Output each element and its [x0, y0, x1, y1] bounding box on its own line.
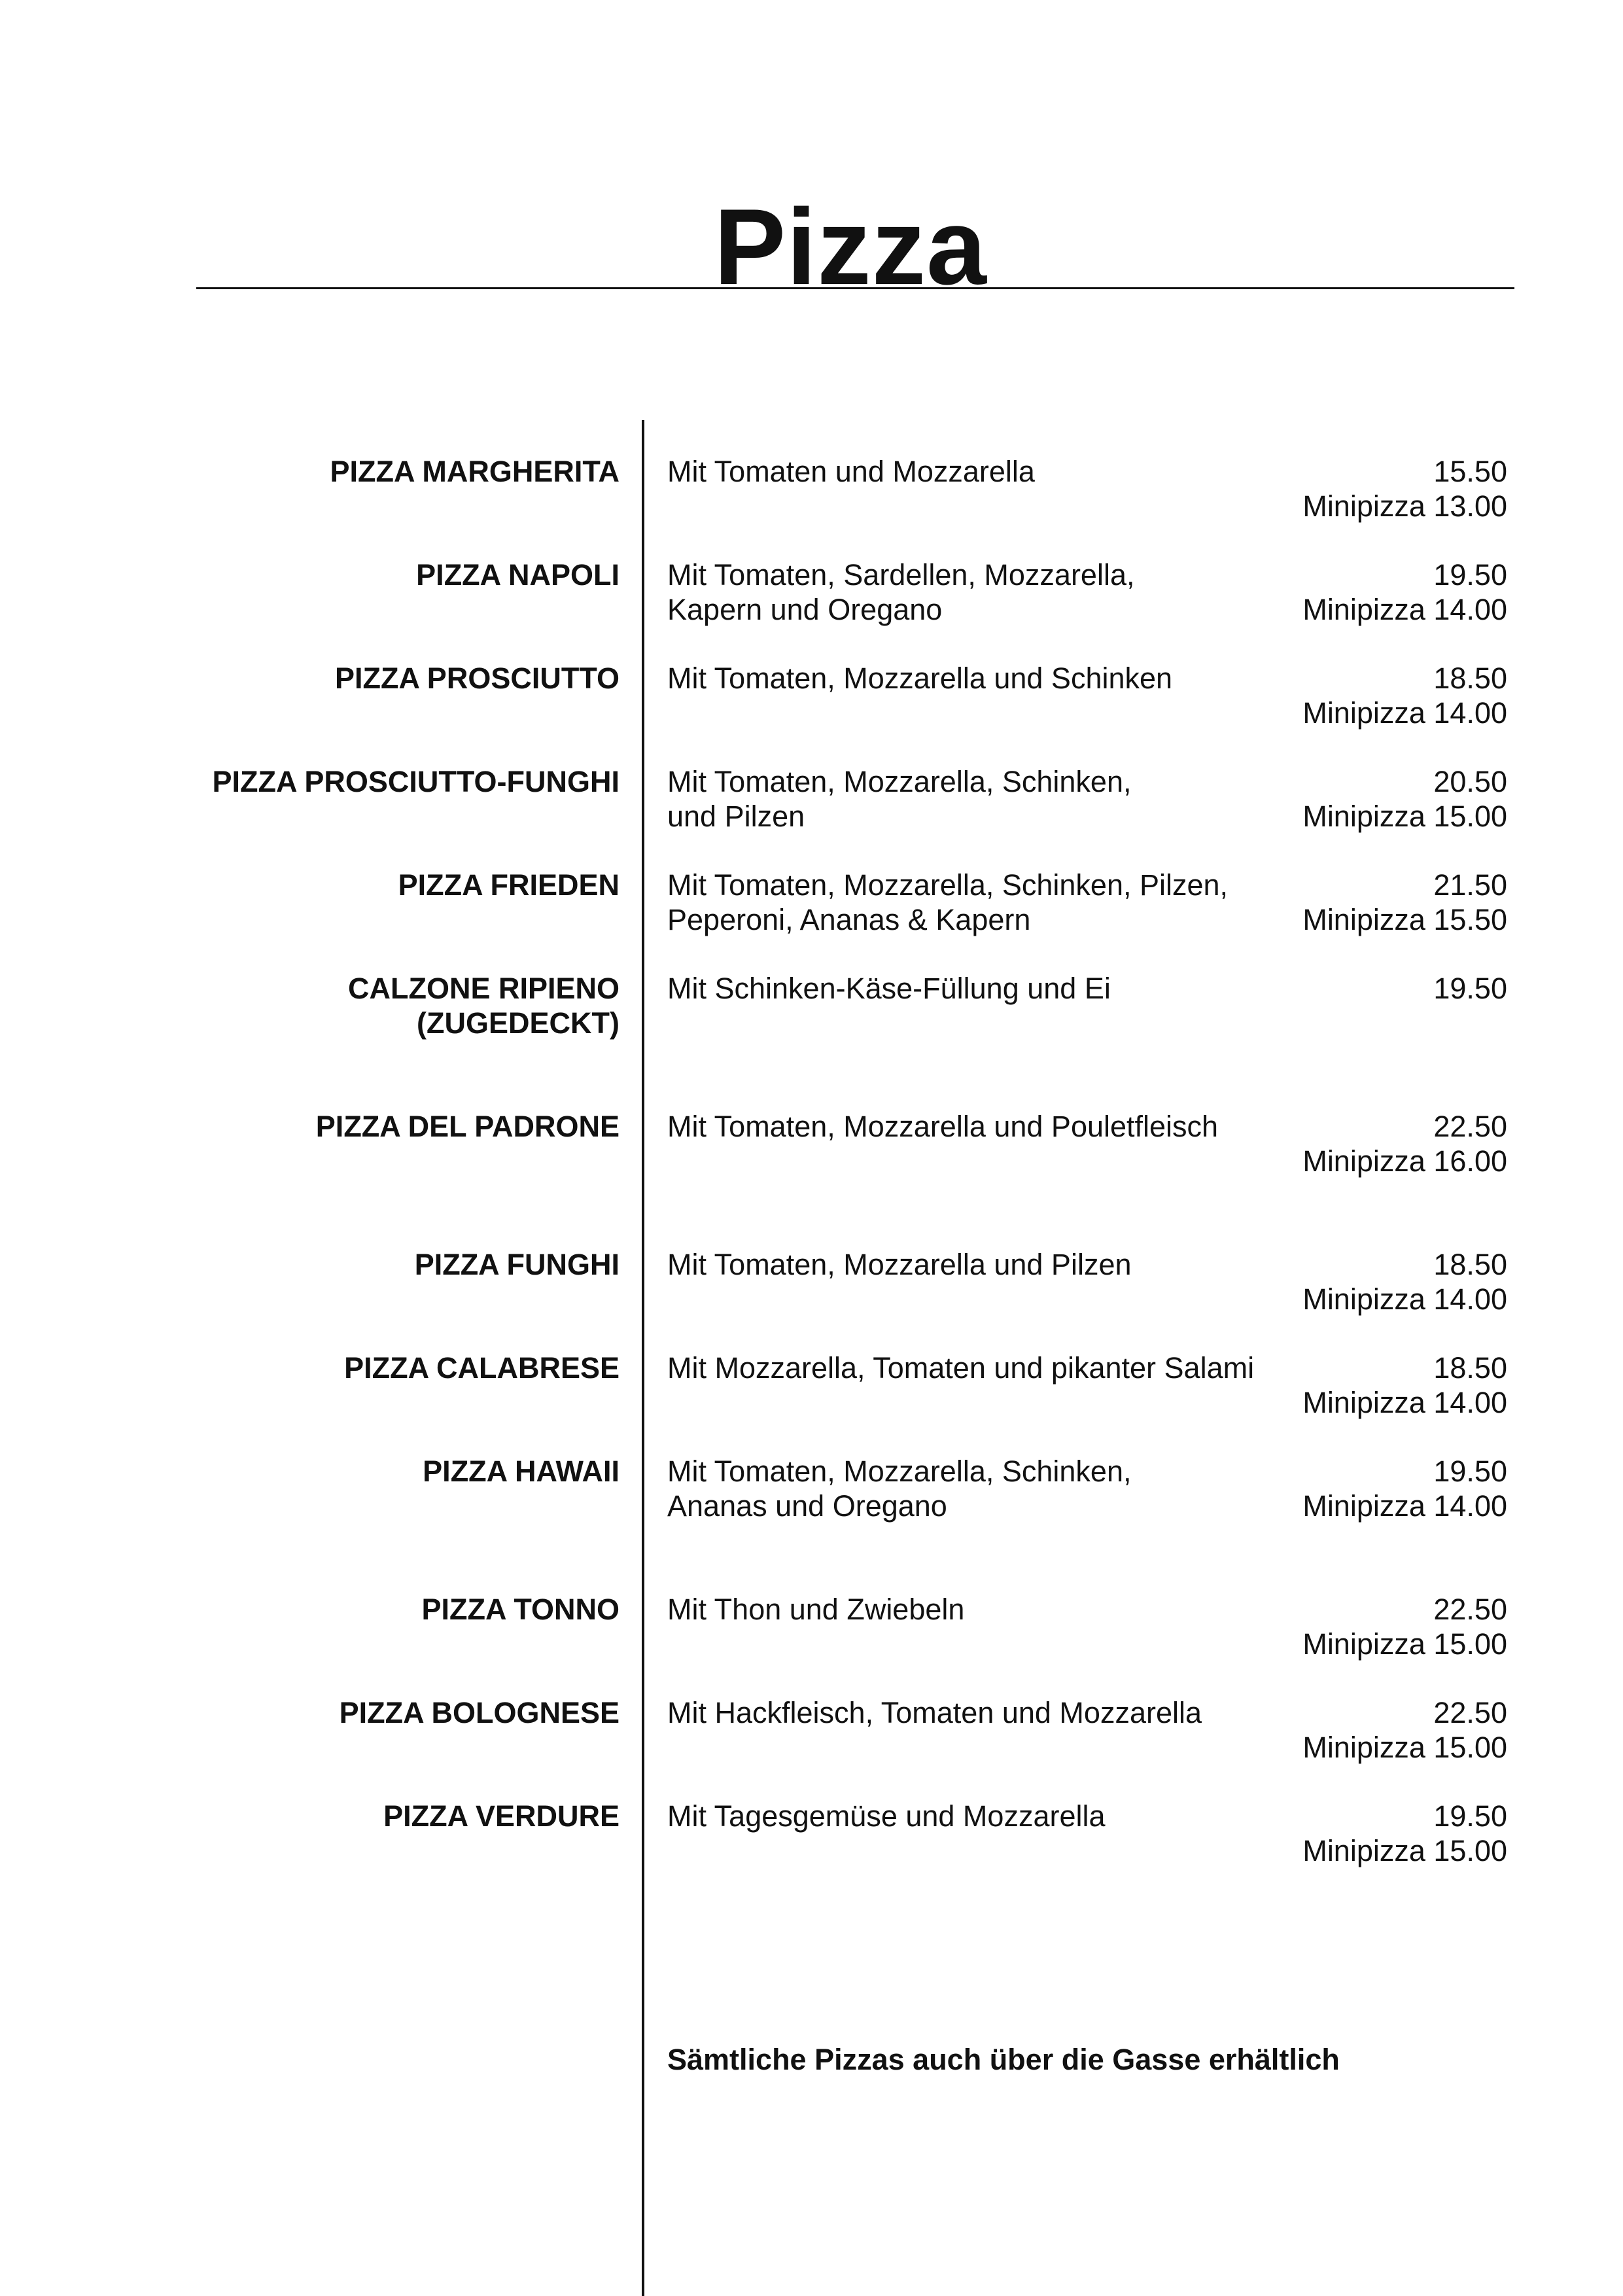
item-name: CALZONE RIPIENO (ZUGEDECKT) — [347, 972, 620, 1040]
item-mini-price: Minipizza 14.00 — [1302, 593, 1507, 626]
item-price: 22.50 — [1433, 1593, 1507, 1626]
item-description: Mit Tomaten, Mozzarella und Pilzen — [667, 1248, 1132, 1281]
item-price-block — [1180, 661, 1507, 730]
item-mini-price: Minipizza 15.00 — [1302, 1731, 1507, 1764]
column-divider — [642, 420, 644, 2296]
item-description: Mit Tomaten, Mozzarella und Pouletfleisch — [667, 1110, 1219, 1143]
item-mini-price: Minipizza 15.00 — [1302, 1834, 1507, 1867]
item-price-block — [1180, 1592, 1507, 1661]
item-description: Mit Thon und Zwiebeln — [667, 1593, 965, 1626]
item-name: PIZZA DEL PADRONE — [315, 1110, 620, 1143]
item-price-block — [1180, 1351, 1507, 1420]
page-title: Pizza — [714, 186, 987, 307]
item-price-block — [1180, 868, 1507, 937]
item-price: 18.50 — [1433, 1248, 1507, 1281]
item-price-block — [1180, 1695, 1507, 1765]
item-price: 15.50 — [1433, 455, 1507, 488]
item-name: PIZZA NAPOLI — [416, 558, 620, 592]
item-description: Mit Tomaten, Sardellen, Mozzarella, Kapern und Oregano — [667, 558, 1135, 626]
item-price: 22.50 — [1433, 1110, 1507, 1143]
item-mini-price: Minipizza 15.00 — [1302, 800, 1507, 833]
item-price: 19.50 — [1433, 558, 1507, 592]
item-price-block — [1180, 1799, 1507, 1868]
item-mini-price: Minipizza 13.00 — [1302, 489, 1507, 523]
item-description: Mit Hackfleisch, Tomaten und Mozzarella — [667, 1696, 1202, 1729]
item-price-block — [1180, 764, 1507, 834]
item-price: 18.50 — [1433, 1351, 1507, 1385]
item-mini-price: Minipizza 14.00 — [1302, 1282, 1507, 1316]
item-mini-price: Minipizza 15.00 — [1302, 1627, 1507, 1661]
item-description: Mit Tomaten und Mozzarella — [667, 455, 1035, 488]
title-underline — [196, 287, 1514, 289]
item-price: 19.50 — [1433, 1455, 1507, 1488]
item-description: Mit Tagesgemüse und Mozzarella — [667, 1799, 1106, 1833]
item-price-block — [1180, 557, 1507, 627]
item-name: PIZZA BOLOGNESE — [339, 1696, 620, 1729]
item-name: PIZZA CALABRESE — [344, 1351, 620, 1385]
item-mini-price: Minipizza 16.00 — [1302, 1144, 1507, 1178]
item-description: Mit Tomaten, Mozzarella, Schinken, und Pilzen — [667, 765, 1132, 833]
item-name: PIZZA TONNO — [421, 1593, 620, 1626]
item-name: PIZZA MARGHERITA — [330, 455, 620, 488]
item-mini-price: Minipizza 15.50 — [1302, 903, 1507, 936]
item-name: PIZZA PROSCIUTTO-FUNGHI — [212, 765, 620, 798]
item-description: Mit Schinken-Käse-Füllung und Ei — [667, 972, 1111, 1005]
item-price: 19.50 — [1433, 972, 1507, 1005]
item-price-block — [1180, 1247, 1507, 1316]
item-description: Mit Mozzarella, Tomaten und pikanter Salami — [667, 1351, 1255, 1385]
item-mini-price: Minipizza 14.00 — [1302, 1386, 1507, 1419]
item-price-block — [1180, 971, 1507, 1006]
item-name: PIZZA VERDURE — [383, 1799, 620, 1833]
item-description: Mit Tomaten, Mozzarella, Schinken, Ananas und Oregano — [667, 1455, 1132, 1523]
item-name: PIZZA HAWAII — [423, 1455, 620, 1488]
item-price: 18.50 — [1433, 662, 1507, 695]
item-name: PIZZA FRIEDEN — [398, 868, 620, 902]
item-price: 22.50 — [1433, 1696, 1507, 1729]
item-name: PIZZA PROSCIUTTO — [334, 662, 620, 695]
item-price-block — [1180, 1109, 1507, 1178]
item-name: PIZZA FUNGHI — [414, 1248, 620, 1281]
item-price-block — [1180, 1454, 1507, 1523]
item-price-block — [1180, 454, 1507, 523]
item-price: 20.50 — [1433, 765, 1507, 798]
item-description: Mit Tomaten, Mozzarella, Schinken, Pilzen, Peperoni, Ananas & Kapern — [667, 868, 1229, 936]
item-price: 19.50 — [1433, 1799, 1507, 1833]
item-description: Mit Tomaten, Mozzarella und Schinken — [667, 662, 1173, 695]
footer-note: Sämtliche Pizzas auch über die Gasse erhältlich — [667, 2043, 1340, 2076]
item-mini-price: Minipizza 14.00 — [1302, 1489, 1507, 1523]
item-mini-price: Minipizza 14.00 — [1302, 696, 1507, 730]
item-price: 21.50 — [1433, 868, 1507, 902]
